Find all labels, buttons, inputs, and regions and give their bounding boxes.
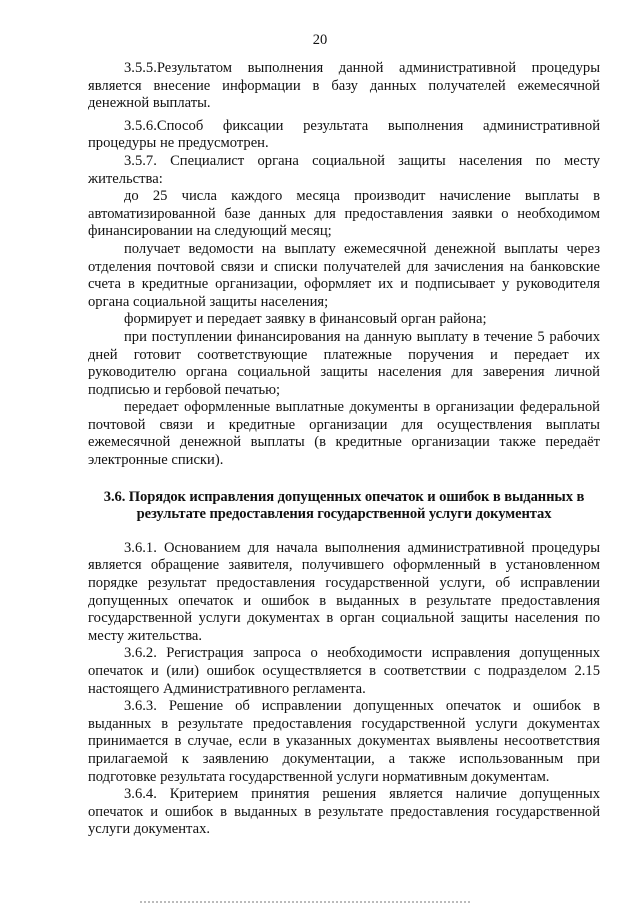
list-item-payment-orders: при поступлении финансирования на данную выплату в течение 5 рабочих дней готовит соответствующие платежные поручения и передает их руководителю органа социальной защиты населения для заверения личной подписью и гербовой печатью;	[88, 328, 600, 398]
paragraph-3-5-6: 3.5.6.Способ фиксации результата выполнения административной процедуры не предусмотрен.	[88, 117, 600, 152]
list-item-statements: получает ведомости на выплату ежемесячной денежной выплаты через отделения почтовой связи и списки получателей для зачисления на банковские счета в кредитные организации, оформляет их и подписывает у руководителя органа социальной защиты населения;	[88, 240, 600, 310]
page-number: 20	[312, 32, 328, 48]
document-body	[88, 60, 600, 839]
paragraph-3-6-2: 3.6.2. Регистрация запроса о необходимости исправления допущенных опечаток и (или) ошибок осуществляется в соответствии с подразделом 2.15 настоящего Административного регламента.	[88, 645, 600, 697]
footer-artifact-line	[140, 898, 470, 903]
paragraph-3-5-5: 3.5.5.Результатом выполнения данной административной процедуры является внесение информации в базу данных получателей ежемесячной денежной выплаты.	[88, 60, 600, 112]
paragraph-3-6-1: 3.6.1. Основанием для начала выполнения административной процедуры является обращение заявителя, получившего оформленный в установленном порядке результат предоставления государственной услуги, об исправлении допущенных опечаток и ошибок в выданных в результате предоставления государственной услуги документах в орган социальной защиты населения по месту жительства.	[88, 539, 600, 644]
section-heading-3-6: 3.6. Порядок исправления допущенных опечаток и ошибок в выданных в результате предоставления государственной услуги документах	[103, 488, 585, 523]
paragraph-3-6-4: 3.6.4. Критерием принятия решения является наличие допущенных опечаток и ошибок в выданных в результате предоставления государственной услуги документах.	[88, 786, 600, 838]
list-item-transfer-documents: передает оформленные выплатные документы в организации федеральной почтовой связи и кредитные организации для осуществления выплаты ежемесячной денежной выплаты (в кредитные организации также передаёт электронные списки).	[88, 399, 600, 469]
list-item-request: формирует и передает заявку в финансовый орган района;	[124, 311, 487, 328]
paragraph-3-6-3: 3.6.3. Решение об исправлении допущенных опечаток и ошибок в выданных в результате предоставления государственной услуги документах принимается в случае, если в указанных документах выявлены несоответствия прилагаемой к заявлению документации, а также использованным при подготовке результата государственной услуги нормативным документам.	[88, 698, 600, 785]
list-item-accrual: до 25 числа каждого месяца производит начисление выплаты в автоматизированной базе данных для предоставления заявки о необходимом финансировании на следующий месяц;	[88, 188, 600, 240]
paragraph-3-5-7: 3.5.7. Специалист органа социальной защиты населения по месту жительства:	[88, 152, 600, 187]
